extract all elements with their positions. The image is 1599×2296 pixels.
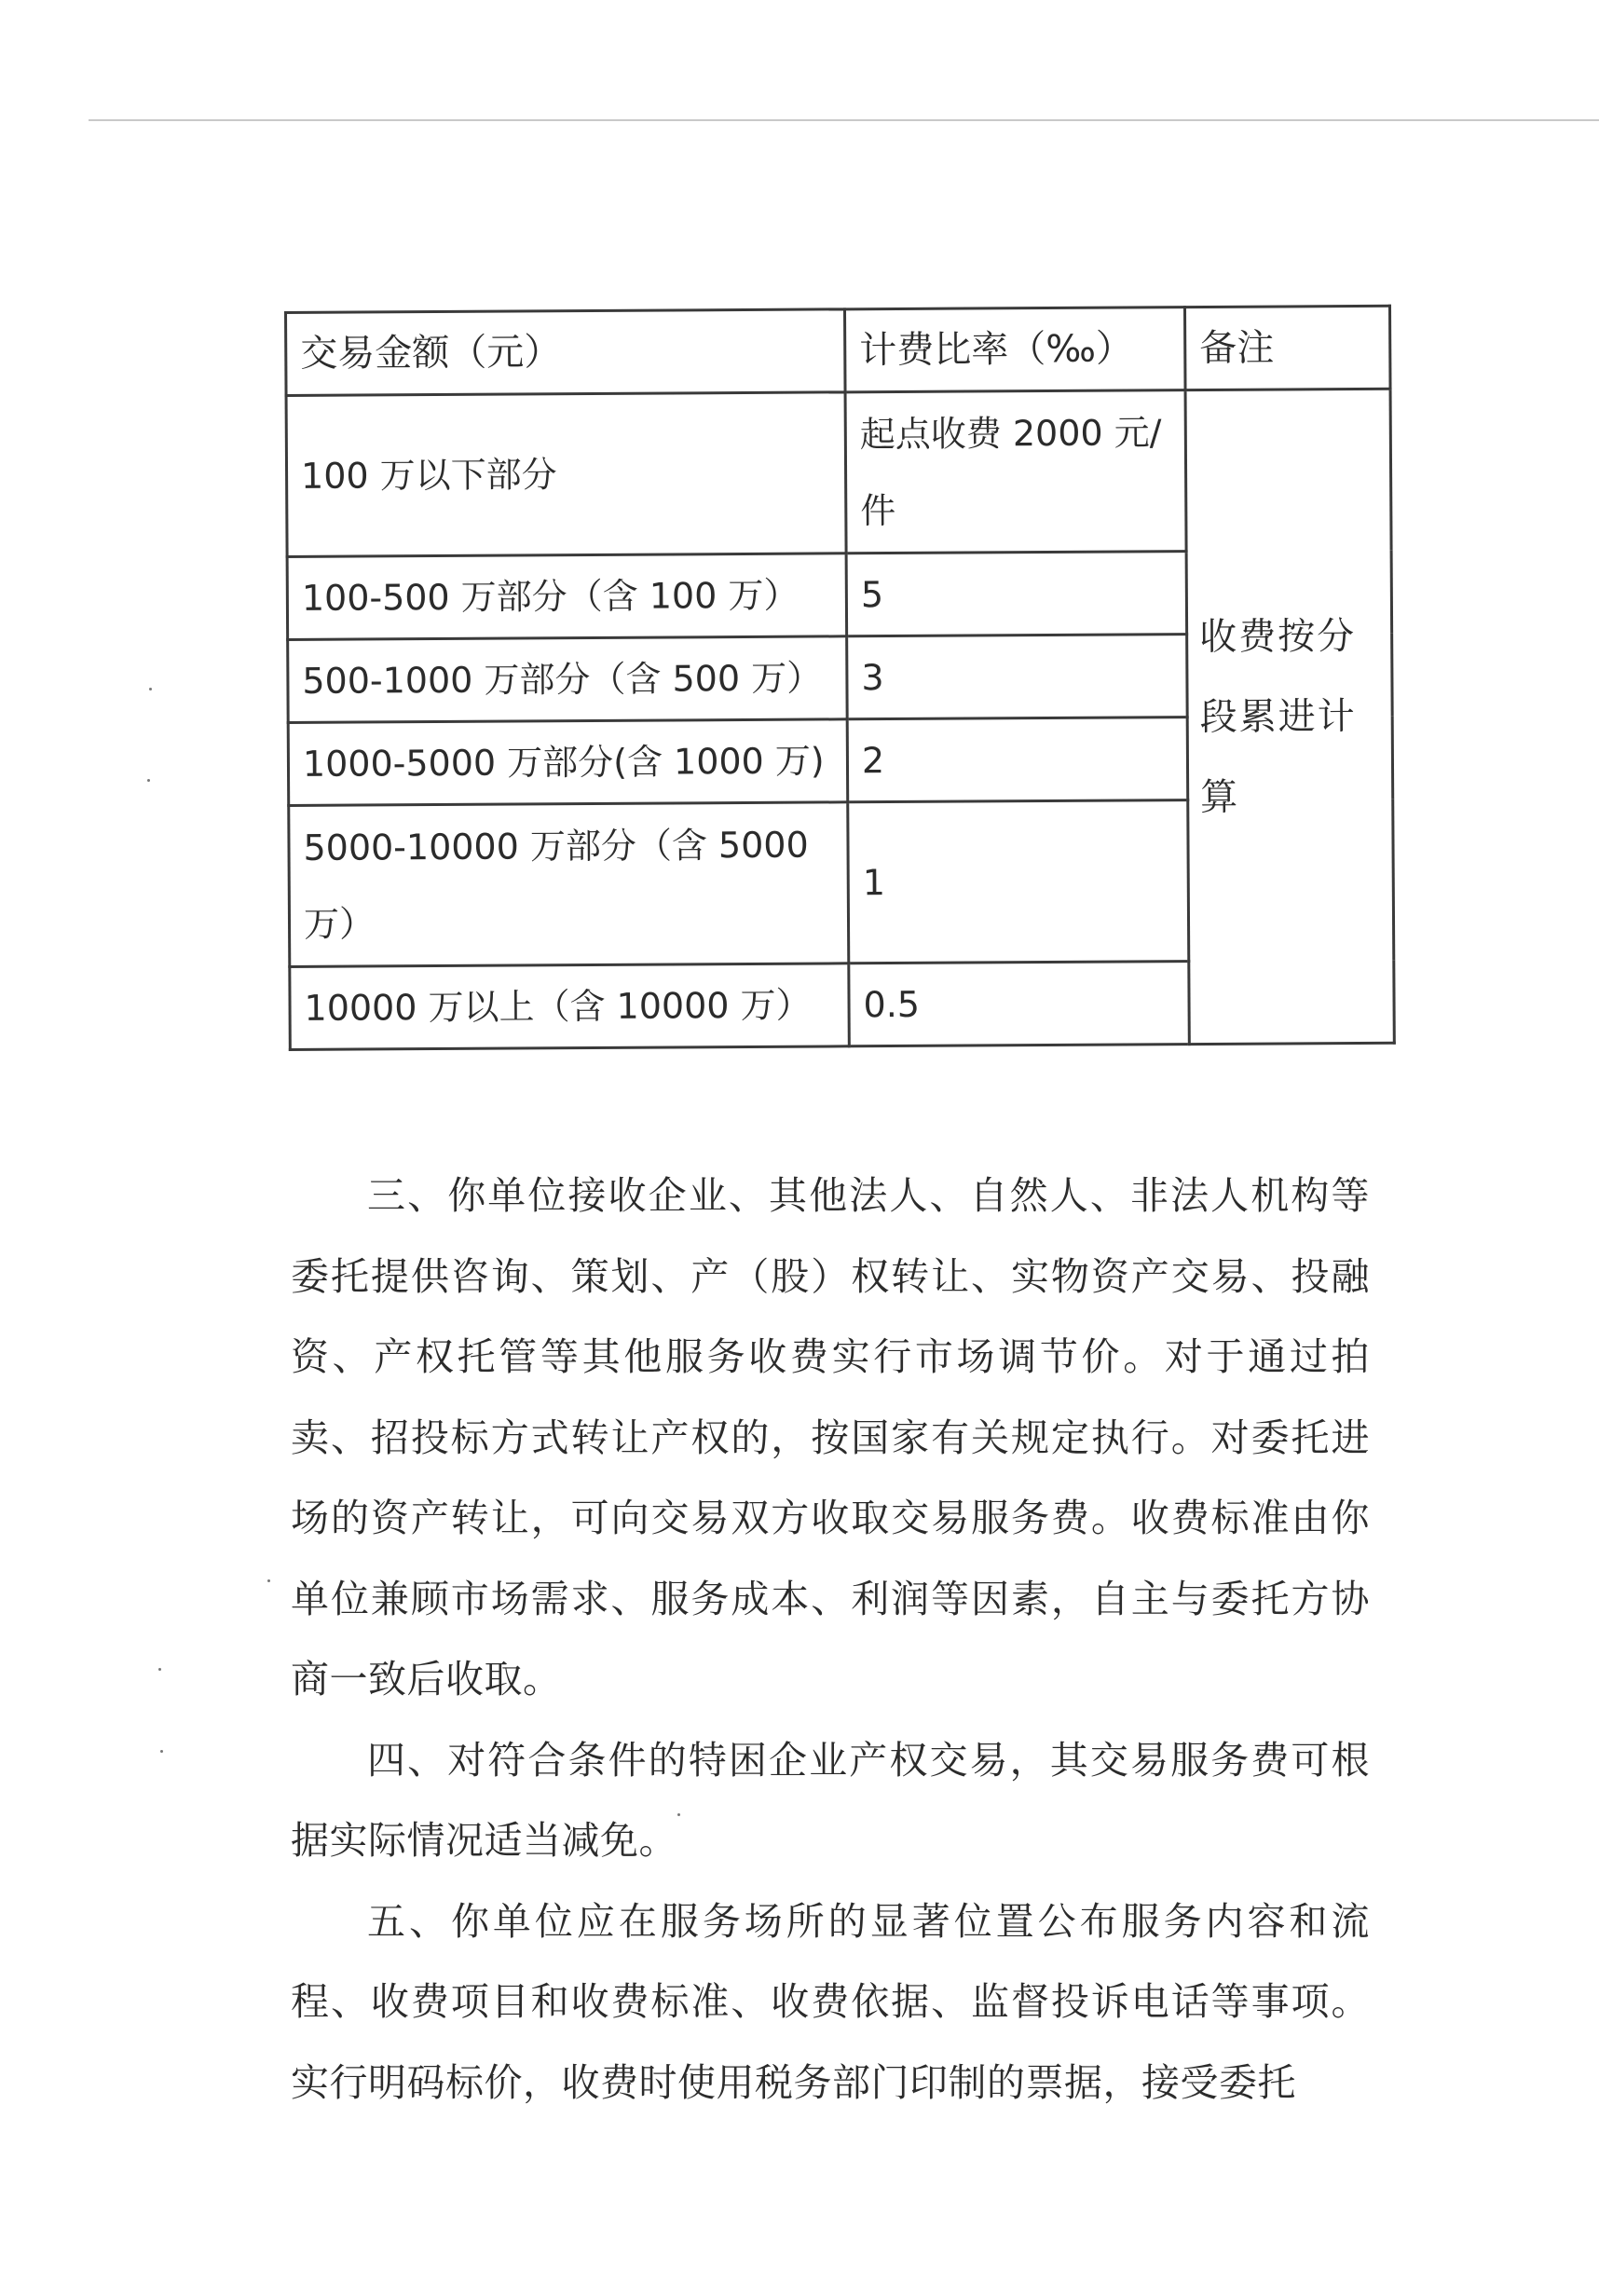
row-amount: 500-1000 万部分（含 500 万） <box>288 636 848 723</box>
row-amount: 100 万以下部分 <box>286 392 846 557</box>
scan-edge-line <box>89 119 1599 121</box>
row-rate: 3 <box>847 635 1188 719</box>
header-note: 备注 <box>1184 306 1390 390</box>
row-amount: 10000 万以上（含 10000 万） <box>290 964 850 1050</box>
table-row <box>286 389 1391 556</box>
body-text <box>291 1155 1370 2123</box>
row-rate: 0.5 <box>849 962 1190 1046</box>
row-amount: 5000-10000 万部分（含 5000 万） <box>289 802 849 967</box>
row-rate: 起点收费 2000 元/件 <box>845 390 1186 554</box>
row-rate: 1 <box>848 800 1189 964</box>
paragraph-3: 三、你单位接收企业、其他法人、自然人、非法人机构等委托提供咨询、策划、产（股）权转让、实物资产交易、投融资、产权托管等其他服务收费实行市场调节价。对于通过拍卖、招投标方式转让产权的，按国家有关规定执行。对委托进场的资产转让，可向交易双方收取交易服务费。收费标准由你单位兼顾市场需求、服务成本、利润等因素，自主与委托方协商一致后收取。 <box>291 1173 1370 1702</box>
table-header-row <box>286 306 1391 395</box>
note-cell: 收费按分段累进计算 <box>1185 389 1394 1044</box>
row-amount: 1000-5000 万部分(含 1000 万) <box>288 719 848 806</box>
paragraph-4: 四、对符合条件的特困企业产权交易，其交易服务费可根据实际情况适当减免。 <box>291 1737 1370 1863</box>
header-rate: 计费比率（‰） <box>844 308 1185 392</box>
header-amount: 交易金额（元） <box>286 309 846 396</box>
paragraph-5: 五、你单位应在服务场所的显著位置公布服务内容和流程、收费项目和收费标准、收费依据、监督投诉电话等事项。实行明码标价，收费时使用税务部门印制的票据，接受委托 <box>291 1898 1370 2105</box>
row-amount: 100-500 万部分（含 100 万） <box>287 554 847 640</box>
row-rate: 5 <box>846 552 1187 636</box>
row-rate: 2 <box>847 718 1188 802</box>
fee-table <box>284 305 1396 1051</box>
